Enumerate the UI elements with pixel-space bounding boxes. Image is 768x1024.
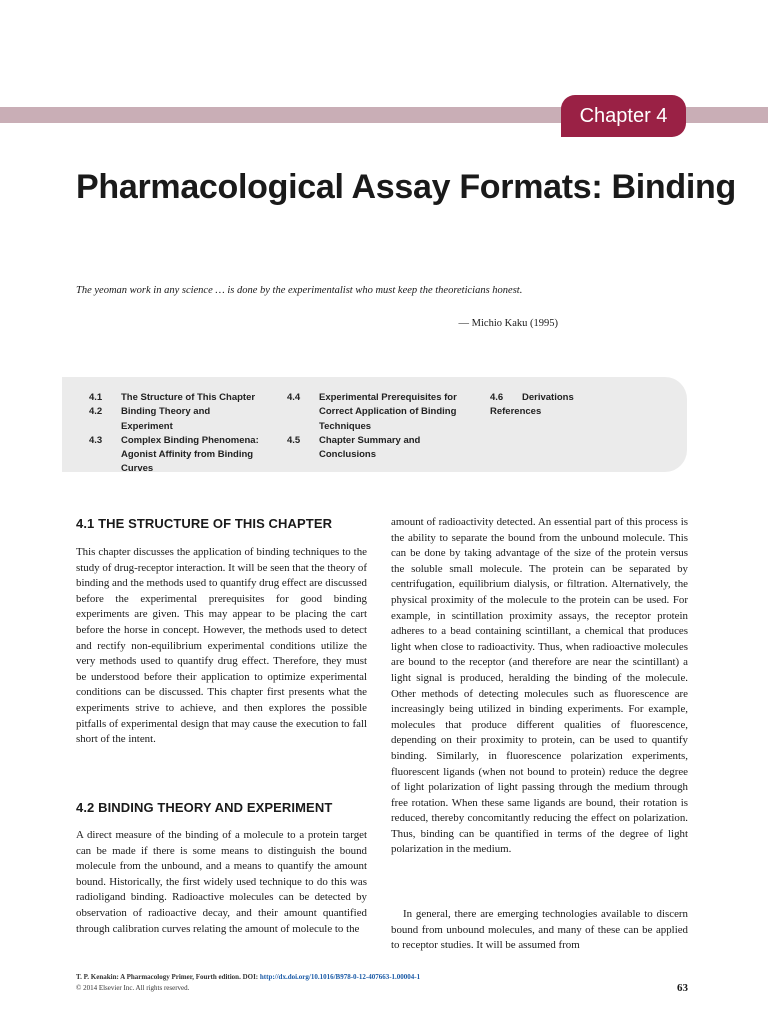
toc-item-text: Experimental Prerequisites for Correct Application of Binding Techniques xyxy=(319,392,457,432)
chapter-tab: Chapter 4 xyxy=(561,95,686,137)
toc-item[interactable] xyxy=(89,434,261,477)
doi-link[interactable]: http://dx.doi.org/10.1016/B978-0-12-407663-1.00004-1 xyxy=(259,973,421,981)
toc-item-number: 4.4 xyxy=(287,392,301,403)
toc-column-3 xyxy=(490,391,574,420)
toc-item-number: 4.5 xyxy=(287,434,301,446)
toc-item-number: 4.3 xyxy=(89,434,103,446)
toc-item[interactable] xyxy=(287,391,459,434)
page-number: 63 xyxy=(677,982,688,994)
toc-item[interactable] xyxy=(490,391,574,405)
section-heading: 4.1 THE STRUCTURE OF THIS CHAPTER xyxy=(76,516,333,531)
body-paragraph: amount of radioactivity detected. An essential part of this process is the ability to separate the bound from the unbound molecule. This can be done by taking advantage of the size of the protein versus the soluble small molecule. The protein can be separated by centrifugation, equilibrium dialysis, or filtration. Alternatively, the physical proximity of the molecule to the protein can be used. For example, in scintillation proximity assays, the receptor protein adheres to a bead containing scintillant, a chemical that produces light when close to radioactivity. Thus, when radioactive molecules are bound to the receptor (and therefore are near the scintillant) a light signal is produced, heralding the binding of the molecule. Other methods of detecting molecules such as fluorescence are increasingly being utilized in binding experiments. For example, molecules that produce different qualities of fluorescence, depending on their proximity to protein, can be used to quantify binding. Similarly, in fluorescence polarization experiments, fluorescent ligands (when not bound to protein) reduce the degree of light polarization of light passing through the medium through free rotation. When these same ligands are bound, their rotation is reduced, thereby concomitantly reducing the effect on polarization. Thus, binding can be quantified in terms of the degree of light polarization in the medium. xyxy=(391,516,688,856)
chapter-title: Pharmacological Assay Formats: Binding xyxy=(76,168,736,206)
section-heading: 4.2 BINDING THEORY AND EXPERIMENT xyxy=(76,800,333,815)
toc-item-text: Chapter Summary and Conclusions xyxy=(319,434,421,461)
toc-column-2 xyxy=(287,391,459,462)
copyright-line: © 2014 Elsevier Inc. All rights reserved. xyxy=(76,984,190,992)
page-footer xyxy=(76,972,420,994)
section-body: A direct measure of the binding of a molecule to a protein target can be made if there is some means to distinguish the bound molecule from the unbound, and a means to quantify the amount bound. Historically, the first widely used technique to do this was radioligand binding. Radioactive molecules can be detected by observation of radioactive decay, and their amount quantified through calibration curves relating the amount of molecule to the xyxy=(76,829,367,935)
toc-item[interactable] xyxy=(89,391,261,405)
toc-item-number: 4.1 xyxy=(89,392,103,403)
toc-item[interactable] xyxy=(287,434,459,463)
toc-item[interactable] xyxy=(490,405,574,419)
toc-item-text: References xyxy=(490,406,542,418)
toc-item[interactable] xyxy=(89,405,261,434)
toc-item-text: Binding Theory and Experiment xyxy=(121,406,211,432)
body-paragraph: In general, there are emerging technologies available to discern bound from unbound molecules, and many of these can be applied to receptor studies. It will be assumed from xyxy=(391,908,688,952)
epigraph-attribution: — Michio Kaku (1995) xyxy=(458,318,558,329)
toc-item-text: Derivations xyxy=(522,392,574,403)
toc-column-1 xyxy=(89,391,261,477)
toc-item-number: 4.2 xyxy=(89,406,103,418)
toc-item-number: 4.6 xyxy=(490,392,504,403)
section-body: This chapter discusses the application of binding techniques to the study of drug-receptor interaction. It will be seen that the theory of binding and the methods used to quantify drug effect are discussed before the experimental prerequisites for good binding experiments are given. This may appear to be placing the cart before the horse in concept. However, the methods used to detect and rectify non-equilibrium experimental conditions utilize the very methods used to quantify drug effect. Therefore, they must be understood before their application to optimize experimental conditions can be discussed. This chapter first presents what the experiments strive to achieve, and then explores the possible pitfalls of experimental design that may cause the execution to fall short of the intent. xyxy=(76,546,367,746)
toc-item-text: Complex Binding Phenomena: Agonist Affinity from Binding Curves xyxy=(121,434,259,475)
epigraph-quote: The yeoman work in any science … is done by the experimentalist who must keep the theoreticians honest. xyxy=(76,285,523,296)
table-of-contents xyxy=(62,377,687,475)
toc-item-text: The Structure of This Chapter xyxy=(121,392,256,403)
citation-line: T. P. Kenakin: A Pharmacology Primer, Fourth edition. DOI: http://dx.doi.org/10.1016/B978-0-12-407663-1.00004-1 xyxy=(76,973,421,981)
